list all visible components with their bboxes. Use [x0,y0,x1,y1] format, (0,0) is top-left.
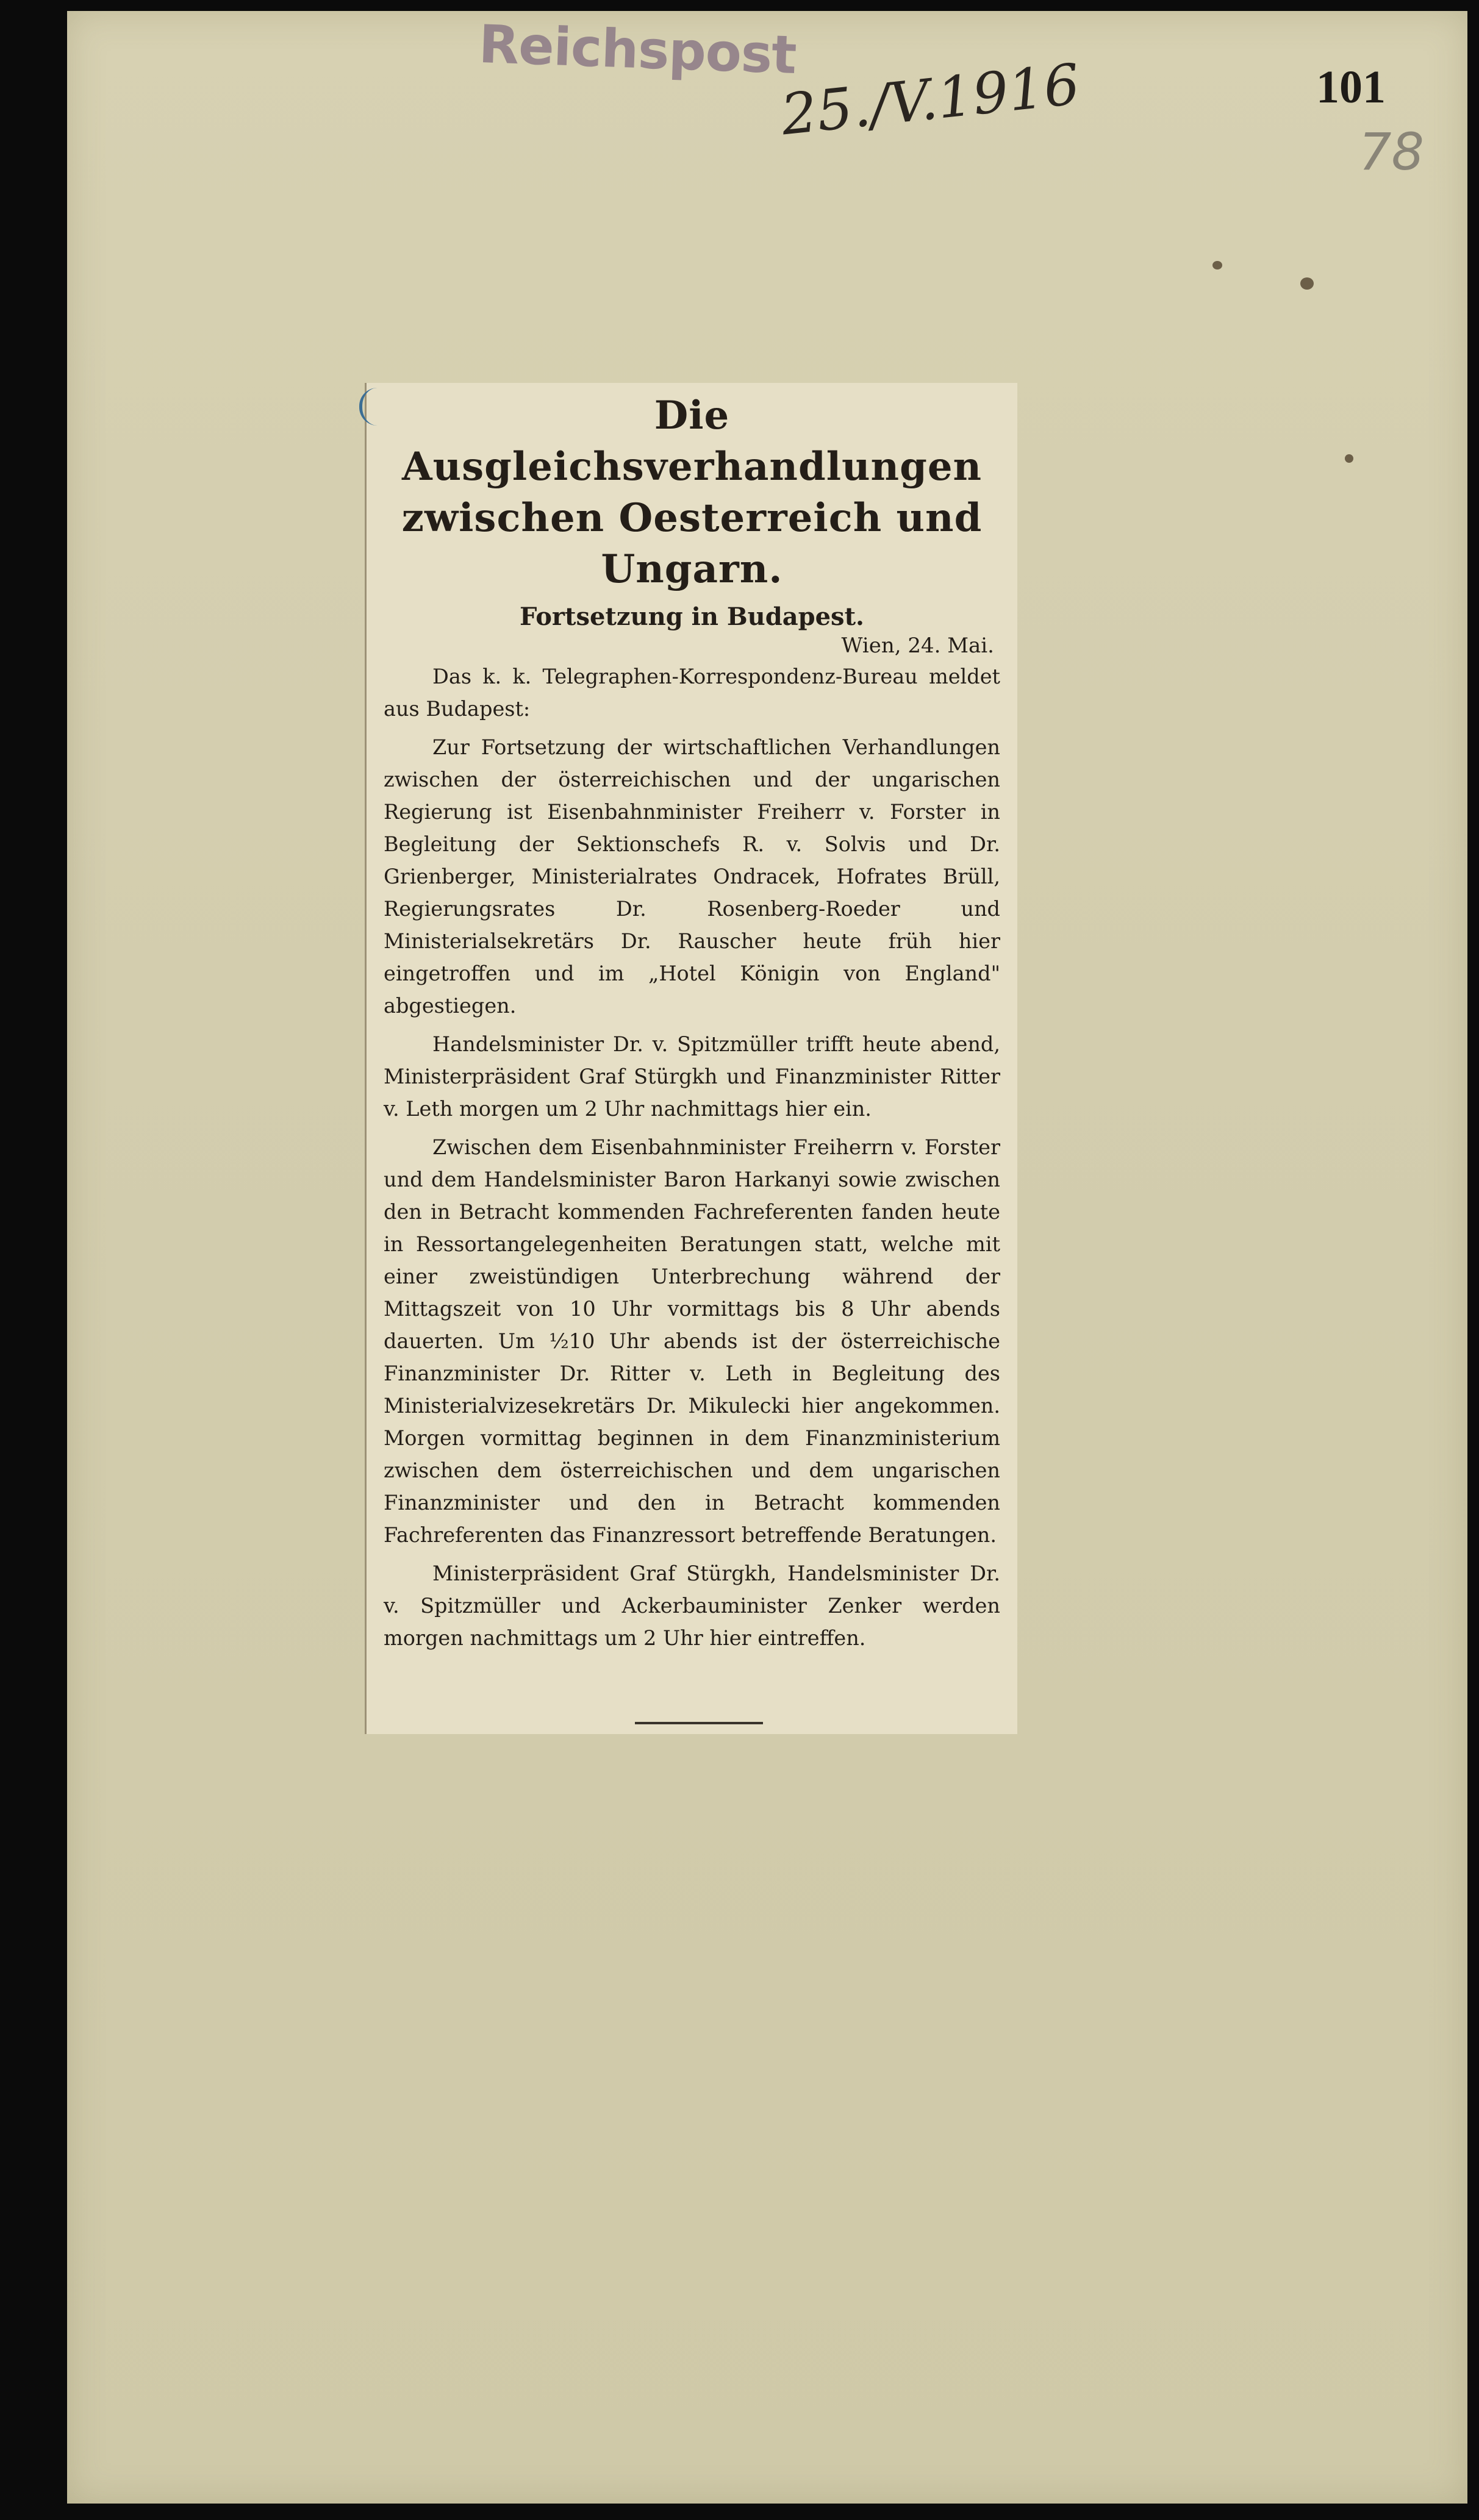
article-paragraph: Handelsminister Dr. v. Spitzmüller trifft heute abend, Ministerpräsident Graf Stürgkh und Finanzminister Ritter v. Leth morgen um 2 Uhr nachmittags hier ein. [384,1032,1000,1121]
article-subhead: Fortsetzung in Budapest. [520,602,864,631]
paper-speck [1345,454,1353,463]
scan-border [0,0,67,2520]
article-paragraph: Zwischen dem Eisenbahnminister Freiherrn v. Forster und dem Handelsminister Baron Harkanyi sowie zwischen den in Betracht kommenden Fachreferenten fanden heute in Ressortangelegenheiten Beratungen statt, welche mit einer zweistündigen Unterbrechung während der Mittagszeit von 10 Uhr vormittags bis 8 Uhr abends dauerten. Um ½10 Uhr abends ist der österreichische Finanzminister Dr. Ritter v. Leth in Begleitung des Ministerialvizesekretärs Dr. Mikulecki hier angekommen. Morgen vormittag beginnen in dem Finanzministerium zwischen dem österreichischen und dem ungarischen Finanzminister und den in Betracht kommenden Fachreferenten das Finanzressort betreffende Beratungen. [384,1135,1000,1547]
paper-speck [1212,261,1222,269]
article-paragraph: Das k. k. Telegraphen-Korrespondenz-Bureau meldet aus Budapest: [384,665,1000,721]
article-headline: Die Ausgleichsverhandlungen zwischen Oesterreich und Ungarn. [401,393,983,592]
newspaper-clipping [365,383,1017,1734]
article-paragraph: Zur Fortsetzung der wirtschaftlichen Verhandlungen zwischen der österreichischen und der ungarischen Regierung ist Eisenbahnminister Freiherr v. Forster in Begleitung der Sektionschefs R. v. Solvis und Dr. Grienberger, Ministerialrates Ondracek, Hofrates Brüll, Regierungsrates Dr. Rosenberg-Roeder und Ministerialsekretärs Dr. Rauscher heute früh hier eingetroffen und im „Hotel Königin von England" abgestiegen. [384,735,1000,1018]
article-dateline: Wien, 24. Mai. [841,634,994,658]
paper-speck [1300,277,1314,290]
page-number: 101 [1316,62,1386,113]
pencil-number: 78 [1359,122,1424,182]
article-paragraph: Ministerpräsident Graf Stürgkh, Handelsminister Dr. v. Spitzmüller und Ackerbauminister Zenker werden morgen nachmittags um 2 Uhr hier eintreffen. [384,1562,1000,1650]
handwritten-date: 25./V.1916 [778,51,1083,148]
end-rule [635,1722,763,1724]
newspaper-stamp: Reichspost [478,13,797,87]
